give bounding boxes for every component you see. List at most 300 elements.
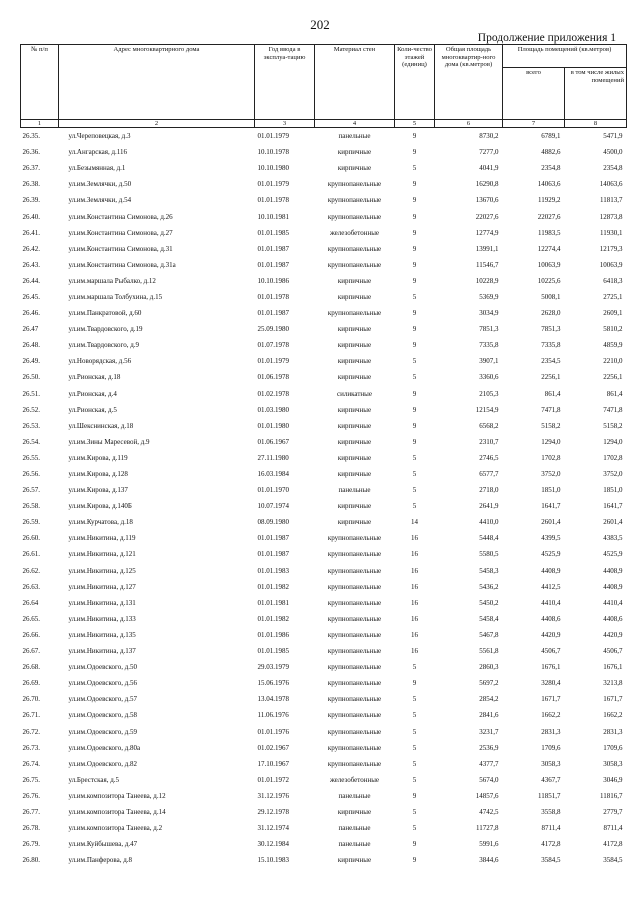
floors-cell: 14 [411, 518, 418, 527]
floors-cell: 9 [412, 260, 417, 269]
premises-total-cell: 4412,5 [541, 582, 561, 591]
row-number: 26.63. [22, 582, 40, 591]
address-cell: ул.им.Кирова, д.137 [68, 486, 128, 495]
premises-total-cell: 1851,0 [541, 486, 561, 495]
row-number: 26.42. [22, 244, 40, 253]
premises-total-cell: 3280,4 [541, 679, 561, 688]
floors-cell: 5 [412, 357, 417, 366]
total-area-cell: 2860,3 [479, 663, 499, 672]
premises-total-cell: 2354,5 [541, 357, 561, 366]
year-cell: 10.10.1978 [257, 148, 289, 157]
material-cell: кирпичные [337, 453, 372, 462]
residential-area-cell: 1662,2 [603, 711, 623, 720]
material-cell: кирпичные [337, 292, 372, 301]
residential-area-cell: 5158,2 [603, 421, 623, 430]
address-cell: ул.Брестская, д.5 [68, 775, 120, 784]
premises-total-cell: 2628,0 [541, 309, 561, 318]
address-cell: ул.им.Константина Симонова, д.26 [68, 212, 173, 221]
residential-area-cell: 1709,6 [603, 743, 623, 752]
total-area-cell: 7851,3 [479, 325, 499, 334]
material-cell: крупнопанельные [327, 260, 382, 269]
table-row [21, 466, 627, 482]
row-number: 26.61. [22, 550, 40, 559]
header-address: Адрес многоквартирного дома [59, 45, 255, 120]
floors-cell: 5 [412, 743, 417, 752]
residential-area-cell: 3058,3 [603, 759, 623, 768]
total-area-cell: 7277,0 [479, 148, 499, 157]
table-row [21, 691, 627, 707]
header-total-area: Общая площадь многоквартир-ного дома (кв.метров) [435, 45, 503, 120]
premises-total-cell: 22027,6 [537, 212, 561, 221]
residential-area-cell: 2601,4 [603, 518, 623, 527]
table-row [21, 241, 627, 257]
premises-total-cell: 1294,0 [541, 437, 561, 446]
material-cell: панельные [338, 791, 371, 800]
row-number: 26.72. [22, 727, 40, 736]
floors-cell: 5 [412, 292, 417, 301]
table-row [21, 160, 627, 176]
material-cell: кирпичные [337, 405, 372, 414]
material-cell: крупнопанельные [327, 566, 382, 575]
material-cell: крупнопанельные [327, 679, 382, 688]
table-row [21, 257, 627, 273]
header-premises-area: Площадь помещений (кв.метров) [503, 45, 627, 68]
table-row [21, 611, 627, 627]
floors-cell: 9 [412, 244, 417, 253]
floors-cell: 9 [412, 791, 417, 800]
address-cell: ул.им.Одоевского, д.50 [68, 663, 138, 672]
total-area-cell: 5697,2 [479, 679, 499, 688]
total-area-cell: 3034,9 [479, 309, 499, 318]
row-number: 26.35. [22, 132, 40, 141]
material-cell: крупнопанельные [327, 196, 382, 205]
total-area-cell: 5436,2 [479, 582, 499, 591]
row-number: 26.45. [22, 292, 40, 301]
year-cell: 27.11.1980 [257, 453, 289, 462]
address-cell: ул.им.Никитина, д.127 [68, 582, 136, 591]
year-cell: 01.02.1978 [257, 389, 289, 398]
premises-total-cell: 1641,7 [541, 502, 561, 511]
floors-cell: 5 [412, 775, 417, 784]
premises-total-cell: 12274,4 [537, 244, 561, 253]
material-cell: крупнопанельные [327, 244, 382, 253]
table-row [21, 434, 627, 450]
material-cell: крупнопанельные [327, 180, 382, 189]
year-cell: 01.01.1979 [257, 132, 289, 141]
table-row [21, 418, 627, 434]
residential-area-cell: 1676,1 [603, 663, 623, 672]
year-cell: 01.01.1987 [257, 550, 289, 559]
material-cell: кирпичные [337, 437, 372, 446]
row-number: 26.52. [22, 405, 40, 414]
residential-area-cell: 4410,4 [603, 598, 623, 607]
table-row [21, 176, 627, 192]
total-area-cell: 10228,9 [475, 276, 499, 285]
material-cell: кирпичные [337, 856, 372, 865]
table-row [21, 128, 627, 145]
material-cell: крупнопанельные [327, 598, 382, 607]
material-cell: кирпичные [337, 518, 372, 527]
residential-area-cell: 2831,3 [603, 727, 623, 736]
year-cell: 01.01.1983 [257, 566, 289, 575]
premises-total-cell: 4410,4 [541, 598, 561, 607]
year-cell: 01.06.1978 [257, 373, 289, 382]
row-number: 26.69. [22, 679, 40, 688]
residential-area-cell: 3046,9 [603, 775, 623, 784]
table-row [21, 659, 627, 675]
residential-area-cell: 4859,9 [603, 341, 623, 350]
address-cell: ул.им.Одоевского, д.57 [68, 695, 138, 704]
address-cell: ул.им.Никитина, д.121 [68, 550, 136, 559]
row-number: 26.78. [22, 824, 40, 833]
floors-cell: 5 [412, 453, 417, 462]
row-number: 26.53. [22, 421, 40, 430]
material-cell: кирпичные [337, 164, 372, 173]
header-material: Материал стен [315, 45, 395, 120]
row-number: 26.74. [22, 759, 40, 768]
year-cell: 01.06.1967 [257, 437, 289, 446]
residential-area-cell: 2779,7 [603, 807, 623, 816]
residential-area-cell: 3584,5 [603, 856, 623, 865]
material-cell: панельные [338, 132, 371, 141]
residential-area-cell: 11930,1 [600, 228, 623, 237]
row-number: 26.49. [22, 357, 40, 366]
residential-area-cell: 5471,9 [603, 132, 623, 141]
table-row [21, 852, 627, 868]
floors-cell: 9 [412, 212, 417, 221]
year-cell: 10.10.1981 [257, 212, 289, 221]
premises-total-cell: 3558,8 [541, 807, 561, 816]
floors-cell: 16 [411, 630, 418, 639]
floors-cell: 9 [412, 840, 417, 849]
year-cell: 08.09.1980 [257, 518, 289, 527]
premises-total-cell: 3058,3 [541, 759, 561, 768]
address-cell: ул.им.Одоевского, д.59 [68, 727, 138, 736]
residential-area-cell: 11813,7 [600, 196, 623, 205]
total-area-cell: 16290,8 [475, 180, 499, 189]
table-row [21, 643, 627, 659]
address-cell: ул.Рионская, д.5 [68, 405, 117, 414]
premises-total-cell: 861,4 [544, 389, 561, 398]
material-cell: крупнопанельные [327, 711, 382, 720]
header-no: № п/п [21, 45, 59, 120]
material-cell: панельные [338, 840, 371, 849]
year-cell: 01.07.1978 [257, 341, 289, 350]
year-cell: 15.10.1983 [257, 856, 289, 865]
premises-total-cell: 3752,0 [541, 470, 561, 479]
page-number: 202 [310, 17, 330, 32]
residential-area-cell: 3213,8 [603, 679, 623, 688]
address-cell: ул.им.Твардовского, д.19 [68, 325, 143, 334]
year-cell: 01.01.1985 [257, 228, 289, 237]
year-cell: 10.10.1986 [257, 276, 289, 285]
premises-total-cell: 3584,5 [541, 856, 561, 865]
row-number: 26.46. [22, 309, 40, 318]
total-area-cell: 8730,2 [479, 132, 499, 141]
total-area-cell: 22027,6 [475, 212, 499, 221]
year-cell: 01.01.1976 [257, 727, 289, 736]
floors-cell: 16 [411, 647, 418, 656]
column-number: 5 [395, 120, 435, 128]
floors-cell: 16 [411, 550, 418, 559]
floors-cell: 5 [412, 711, 417, 720]
material-cell: крупнопанельные [327, 614, 382, 623]
total-area-cell: 4410,0 [479, 518, 499, 527]
premises-total-cell: 4408,9 [541, 566, 561, 575]
material-cell: панельные [338, 824, 371, 833]
row-number: 26.58. [22, 502, 40, 511]
total-area-cell: 3231,7 [479, 727, 499, 736]
table-row [21, 402, 627, 418]
total-area-cell: 11546,7 [476, 260, 499, 269]
total-area-cell: 2854,2 [479, 695, 499, 704]
year-cell: 01.01.1978 [257, 292, 289, 301]
floors-cell: 9 [412, 421, 417, 430]
address-cell: ул.Рионская, д.4 [68, 389, 117, 398]
total-area-cell: 4377,7 [479, 759, 499, 768]
residential-area-cell: 11816,7 [600, 791, 623, 800]
premises-total-cell: 7335,8 [541, 341, 561, 350]
year-cell: 29.03.1979 [257, 663, 289, 672]
floors-cell: 9 [412, 276, 417, 285]
row-number: 26.54. [22, 437, 40, 446]
table-row [21, 563, 627, 579]
residential-area-cell: 1851,0 [603, 486, 623, 495]
year-cell: 13.04.1978 [257, 695, 289, 704]
address-cell: ул.им.Одоевского, д.80а [68, 743, 141, 752]
floors-cell: 16 [411, 614, 418, 623]
total-area-cell: 5369,9 [479, 292, 499, 301]
table-row [21, 546, 627, 562]
premises-total-cell: 1671,7 [541, 695, 561, 704]
floors-cell: 9 [412, 148, 417, 157]
table-row [21, 820, 627, 836]
premises-total-cell: 1676,1 [541, 663, 561, 672]
address-cell: ул.Новорядская, д.56 [68, 357, 132, 366]
total-area-cell: 2105,3 [479, 389, 499, 398]
floors-cell: 9 [412, 228, 417, 237]
residential-area-cell: 12179,3 [599, 244, 623, 253]
table-row [21, 369, 627, 385]
table-row [21, 514, 627, 530]
total-area-cell: 2536,9 [479, 743, 499, 752]
residential-area-cell: 5810,2 [603, 325, 623, 334]
row-number: 26.76. [22, 791, 40, 800]
premises-total-cell: 14063,6 [537, 180, 561, 189]
floors-cell: 5 [412, 695, 417, 704]
total-area-cell: 5467,8 [479, 630, 499, 639]
table-row [21, 836, 627, 852]
premises-total-cell: 6789,1 [541, 132, 561, 141]
premises-total-cell: 4882,6 [541, 148, 561, 157]
residential-area-cell: 4420,9 [603, 630, 623, 639]
table-row [21, 723, 627, 739]
material-cell: крупнопанельные [327, 534, 382, 543]
residential-area-cell: 2725,1 [603, 292, 623, 301]
row-number: 26.48. [22, 341, 40, 350]
row-number: 26.77. [22, 807, 40, 816]
header-year: Год ввода в эксплуа-тацию [255, 45, 315, 120]
year-cell: 01.02.1967 [257, 743, 289, 752]
year-cell: 01.01.1972 [257, 775, 289, 784]
address-cell: ул.Рионская, д.18 [68, 373, 121, 382]
row-number: 26.66. [22, 630, 40, 639]
year-cell: 01.03.1980 [257, 405, 289, 414]
residential-area-cell: 1702,8 [603, 453, 623, 462]
column-number: 2 [59, 120, 255, 128]
floors-cell: 9 [412, 856, 417, 865]
table-row [21, 788, 627, 804]
row-number: 26.73. [22, 743, 40, 752]
floors-cell: 9 [412, 180, 417, 189]
material-cell: кирпичные [337, 470, 372, 479]
floors-cell: 5 [412, 502, 417, 511]
table-row [21, 595, 627, 611]
premises-total-cell: 2256,1 [541, 373, 561, 382]
column-numbers-row [21, 120, 627, 128]
year-cell: 01.01.1987 [257, 260, 289, 269]
year-cell: 01.01.1985 [257, 647, 289, 656]
table-row [21, 386, 627, 402]
address-cell: ул.им.Одоевского, д.82 [68, 759, 138, 768]
table-row [21, 321, 627, 337]
material-cell: крупнопанельные [327, 550, 382, 559]
floors-cell: 9 [412, 132, 417, 141]
total-area-cell: 2718,0 [479, 486, 499, 495]
residential-area-cell: 861,4 [606, 389, 623, 398]
residential-area-cell: 10063,9 [599, 260, 623, 269]
year-cell: 01.01.1982 [257, 582, 289, 591]
table-row [21, 579, 627, 595]
table-row [21, 772, 627, 788]
floors-cell: 9 [412, 437, 417, 446]
floors-cell: 16 [411, 534, 418, 543]
address-cell: ул.им.композитора Танеева, д.14 [68, 807, 166, 816]
row-number: 26.37. [22, 164, 40, 173]
residential-area-cell: 4500,0 [603, 148, 623, 157]
row-number: 26.60. [22, 534, 40, 543]
row-number: 26.36. [22, 148, 40, 157]
material-cell: кирпичные [337, 325, 372, 334]
address-cell: ул.им.Никитина, д.137 [68, 647, 136, 656]
row-number: 26.41. [22, 228, 40, 237]
floors-cell: 16 [411, 582, 418, 591]
total-area-cell: 6577,7 [479, 470, 499, 479]
total-area-cell: 5991,6 [479, 840, 499, 849]
premises-total-cell: 10063,9 [537, 260, 561, 269]
address-cell: ул.им.Константина Симонова, д.31а [68, 260, 176, 269]
floors-cell: 9 [412, 341, 417, 350]
premises-total-cell: 4399,5 [541, 534, 561, 543]
floors-cell: 9 [412, 325, 417, 334]
address-cell: ул.им.Куйбышева, д.47 [68, 840, 138, 849]
row-number: 26.59. [22, 518, 40, 527]
year-cell: 30.12.1984 [257, 840, 289, 849]
table-row [21, 208, 627, 224]
year-cell: 31.12.1976 [257, 791, 289, 800]
material-cell: крупнопанельные [327, 582, 382, 591]
column-number: 4 [315, 120, 395, 128]
total-area-cell: 14857,6 [475, 791, 499, 800]
premises-total-cell: 5008,1 [541, 292, 561, 301]
address-cell: ул.Безымянная, д.1 [68, 164, 126, 173]
table-body [21, 128, 627, 869]
houses-table [20, 44, 627, 868]
address-cell: ул.им.Одоевского, д.56 [68, 679, 138, 688]
year-cell: 01.01.1978 [257, 196, 289, 205]
residential-area-cell: 2609,1 [603, 309, 623, 318]
year-cell: 10.07.1974 [257, 502, 289, 511]
year-cell: 11.06.1976 [257, 711, 289, 720]
table-row [21, 273, 627, 289]
address-cell: ул.им.композитора Танеева, д.2 [68, 824, 163, 833]
premises-total-cell: 2601,4 [541, 518, 561, 527]
residential-area-cell: 1671,7 [603, 695, 623, 704]
residential-area-cell: 4383,5 [603, 534, 623, 543]
residential-area-cell: 7471,8 [603, 405, 623, 414]
material-cell: кирпичные [337, 373, 372, 382]
premises-total-cell: 4172,8 [541, 840, 561, 849]
year-cell: 01.01.1981 [257, 598, 289, 607]
residential-area-cell: 1294,0 [603, 437, 623, 446]
total-area-cell: 2310,7 [479, 437, 499, 446]
material-cell: кирпичные [337, 357, 372, 366]
year-cell: 16.03.1984 [257, 470, 289, 479]
column-number: 1 [21, 120, 59, 128]
total-area-cell: 4742,5 [479, 807, 499, 816]
residential-area-cell: 4172,8 [603, 840, 623, 849]
total-area-cell: 2641,9 [479, 502, 499, 511]
row-number: 26.70. [22, 695, 40, 704]
column-number: 6 [435, 120, 503, 128]
material-cell: железобетонные [329, 228, 380, 237]
table-row [21, 450, 627, 466]
year-cell: 01.01.1986 [257, 630, 289, 639]
material-cell: кирпичные [337, 421, 372, 430]
premises-total-cell: 7851,3 [541, 325, 561, 334]
table-row [21, 353, 627, 369]
total-area-cell: 3844,6 [479, 856, 499, 865]
residential-area-cell: 14063,6 [599, 180, 623, 189]
total-area-cell: 12154,9 [475, 405, 499, 414]
year-cell: 01.01.1979 [257, 180, 289, 189]
premises-total-cell: 1709,6 [541, 743, 561, 752]
premises-total-cell: 1702,8 [541, 453, 561, 462]
floors-cell: 9 [412, 309, 417, 318]
year-cell: 01.01.1987 [257, 534, 289, 543]
premises-total-cell: 11983,5 [538, 228, 561, 237]
material-cell: кирпичные [337, 148, 372, 157]
floors-cell: 9 [412, 679, 417, 688]
material-cell: кирпичные [337, 276, 372, 285]
row-number: 26.68. [22, 663, 40, 672]
residential-area-cell: 6418,3 [603, 276, 623, 285]
material-cell: кирпичные [337, 502, 372, 511]
total-area-cell: 5458,4 [479, 614, 499, 623]
row-number: 26.56. [22, 470, 40, 479]
row-number: 26.57. [22, 486, 40, 495]
year-cell: 17.10.1967 [257, 759, 289, 768]
material-cell: крупнопанельные [327, 743, 382, 752]
material-cell: крупнопанельные [327, 630, 382, 639]
column-number: 8 [565, 120, 627, 128]
header-premises-total: всего [503, 68, 565, 120]
table-row [21, 627, 627, 643]
premises-total-cell: 4367,7 [541, 775, 561, 784]
year-cell: 29.12.1978 [257, 807, 289, 816]
material-cell: крупнопанельные [327, 663, 382, 672]
table-row [21, 530, 627, 546]
